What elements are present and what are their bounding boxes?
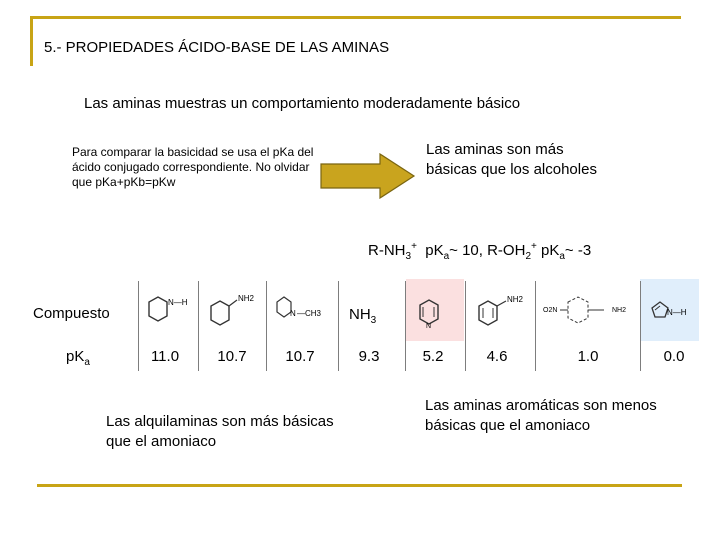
pka-value: 1.0 xyxy=(577,348,599,365)
pyridine-label: N xyxy=(426,323,432,330)
n-methylpiperidine-ch3: —CH3 xyxy=(297,309,322,318)
frame-top-line xyxy=(30,16,681,19)
right-arrow-icon xyxy=(320,153,416,199)
piperidine-label: N—H xyxy=(168,298,188,307)
pyrrole-label: N—H xyxy=(667,308,687,317)
pka-value: 5.2 xyxy=(422,348,444,365)
page-subtitle: Las aminas muestras un comportamiento moderadamente básico xyxy=(84,95,521,112)
table-divider xyxy=(465,281,466,371)
ammonia-formula: $NH_3$ xyxy=(349,306,377,326)
aniline-label: NH2 xyxy=(507,295,524,304)
cyclohexylamine-label: NH2 xyxy=(238,294,255,303)
frame-left-line xyxy=(30,16,33,66)
conjugate-acid-formula: $R-NH_3^+$ $pK_a\sim$ 10, $R-OH_2^+$ $pK_a\sim$ -3 xyxy=(368,241,592,262)
pka-value: 10.7 xyxy=(285,348,315,365)
n-methylpiperidine-structure xyxy=(268,290,338,336)
table-divider xyxy=(535,281,536,371)
pka-value: 10.7 xyxy=(217,348,247,365)
piperidine-structure xyxy=(140,290,198,336)
page-title: 5.- PROPIEDADES ÁCIDO-BASE DE LAS AMINAS xyxy=(44,39,390,56)
header-pka: $pK_a$ xyxy=(66,348,90,368)
header-compuesto: Compuesto xyxy=(33,305,110,322)
pka-value: 0.0 xyxy=(663,348,685,365)
amino-label: NH2 xyxy=(612,307,627,314)
table-divider xyxy=(640,281,641,371)
pyrrole-structure xyxy=(644,290,698,336)
n-methylpiperidine-n: N xyxy=(290,309,296,318)
pka-value: 11.0 xyxy=(150,348,180,365)
pka-value: 4.6 xyxy=(486,348,508,365)
p-nitroaniline-structure xyxy=(540,290,638,336)
aniline-structure xyxy=(469,290,533,336)
cyclohexylamine-structure xyxy=(201,290,265,336)
frame-bottom-line xyxy=(37,484,682,487)
table-divider xyxy=(266,281,267,371)
conclusion-text: Las aminas son más básicas que los alcoholes xyxy=(426,141,597,178)
nitro-label: O2N xyxy=(543,307,558,314)
table-divider xyxy=(198,281,199,371)
alkylamines-note: Las alquilaminas son más básicas que el amoniaco xyxy=(106,413,334,450)
aromatic-amines-note: Las aminas aromáticas son menos básicas que el amoniaco xyxy=(425,397,657,434)
compare-text: Para comparar la basicidad se usa el pKa del ácido conjugado correspondiente. No olvidar que pKa+pKb=pKw xyxy=(72,145,314,189)
pka-value: 9.3 xyxy=(358,348,380,365)
pyridine-structure xyxy=(410,290,462,336)
